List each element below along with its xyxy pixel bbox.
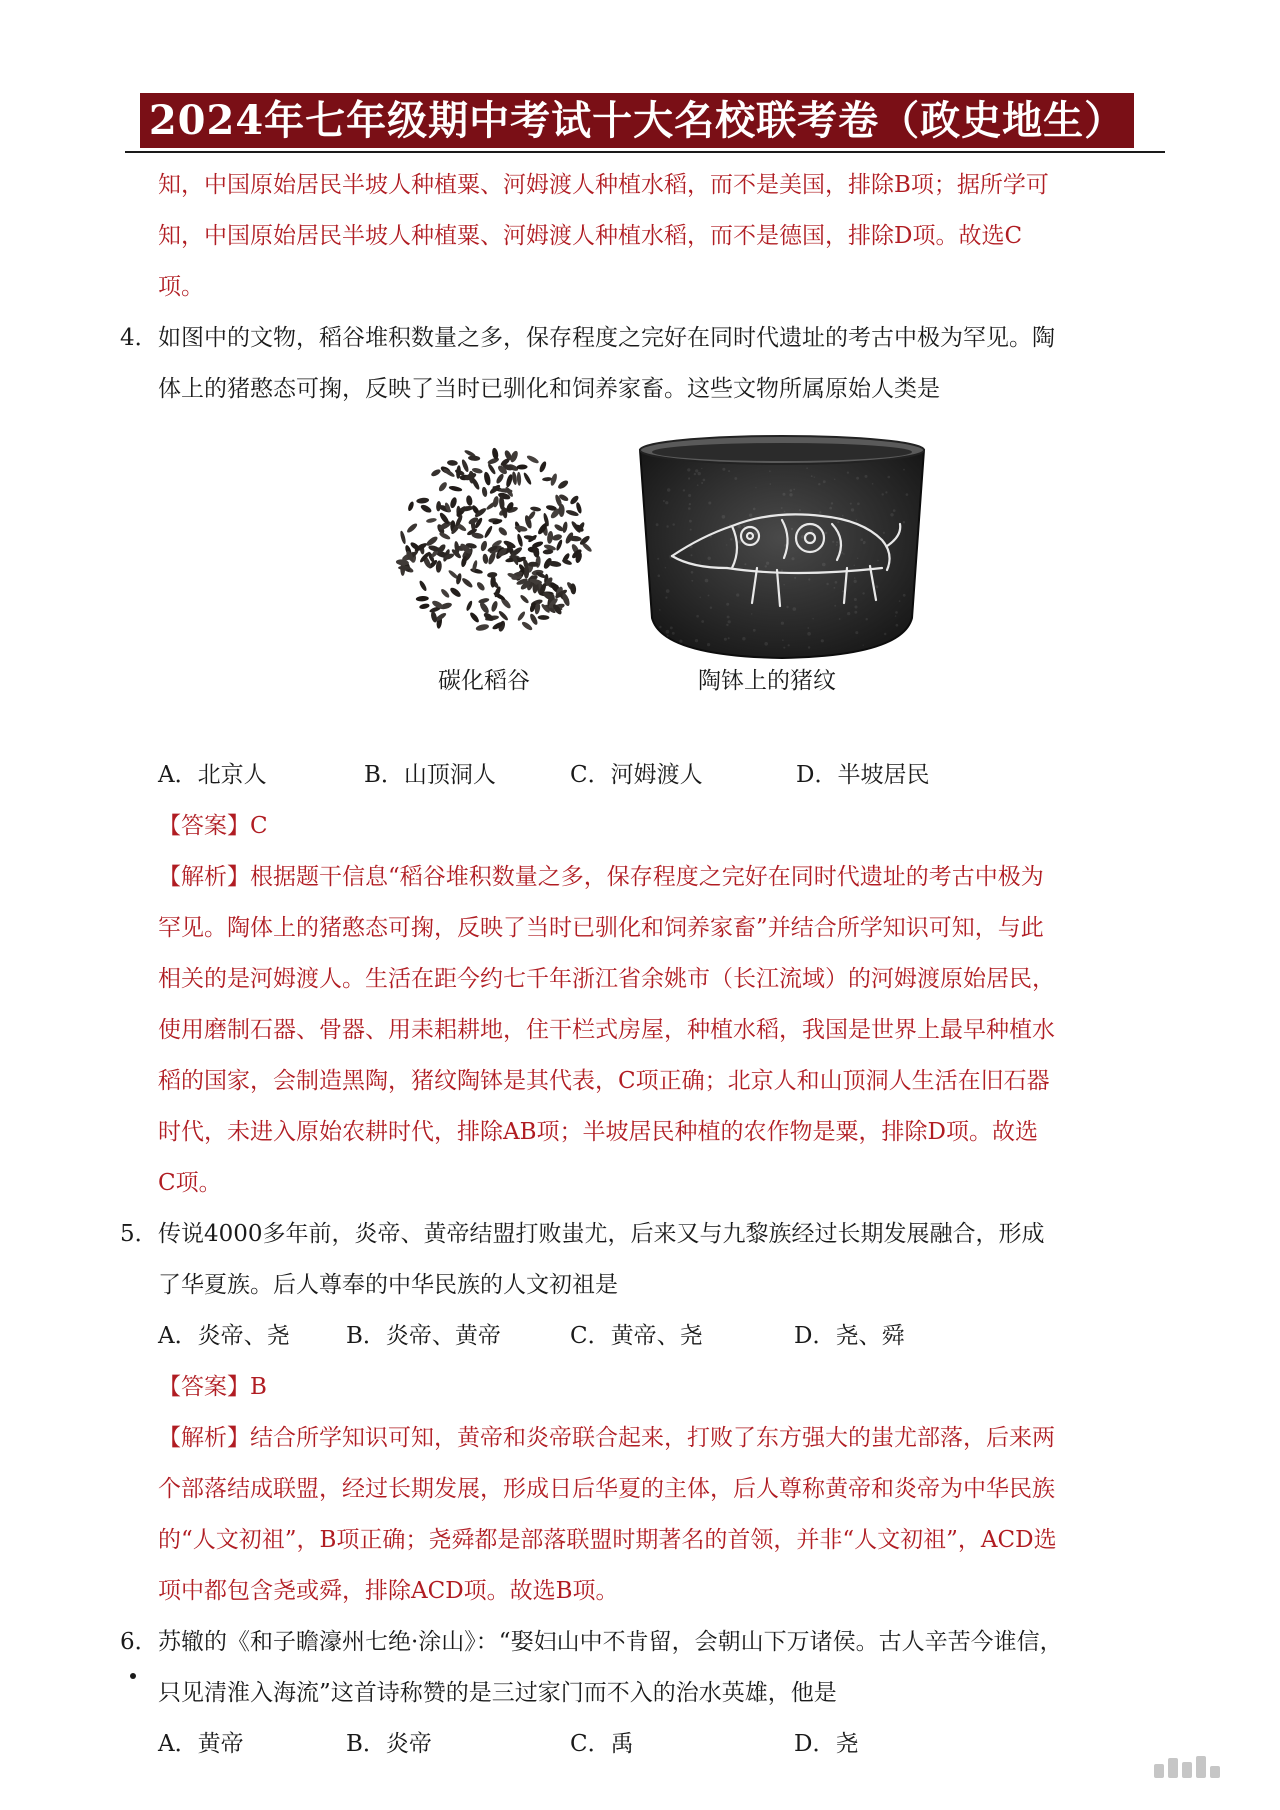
- analysis-text: 结合所学知识可知，黄帝和炎帝联合起来，打败了东方强大的蚩尤部落，后来两: [250, 1425, 1055, 1451]
- answer-line: [120, 801, 1160, 852]
- pottery-bowl-pig-image: [632, 428, 932, 660]
- figure-caption-rice: 碳化稻谷: [438, 668, 530, 694]
- analysis-text: 根据题干信息“稻谷堆积数量之多，保存程度之完好在同时代遗址的考古中极为: [250, 864, 1044, 890]
- question-stem-line: 如图中的文物，稻谷堆积数量之多，保存程度之完好在同时代遗址的考古中极为罕见。陶: [158, 325, 1055, 351]
- analysis-block: [120, 1413, 1160, 1617]
- analysis-line: 罕见。陶体上的猪憨态可掬，反映了当时已驯化和饲养家畜”并结合所学知识可知，与此: [158, 915, 1044, 941]
- prev-explanation-line: 知，中国原始居民半坡人种植粟、河姆渡人种植水稻，而不是德国，排除D项。故选C: [158, 223, 1023, 249]
- analysis-line: [158, 852, 1160, 903]
- option-b[interactable]: B．山顶洞人: [364, 762, 496, 788]
- question-stem-line: 传说4000多年前，炎帝、黄帝结盟打败蚩尤，后来又与九黎族经过长期发展融合，形成: [158, 1221, 1045, 1247]
- header-divider: [125, 151, 1165, 153]
- option-d[interactable]: D．尧、舜: [794, 1323, 905, 1349]
- exam-title-banner: 2024年七年级期中考试十大名校联考卷（政史地生）: [140, 93, 1134, 148]
- figure-caption-bowl: 陶钵上的猪纹: [698, 668, 836, 694]
- answer-label: 【答案】: [158, 813, 250, 839]
- answer-line: [120, 1362, 1160, 1413]
- answer-label: 【答案】: [158, 1374, 250, 1400]
- question-stem-line: 了华夏族。后人尊奉的中华民族的人文初祖是: [158, 1272, 618, 1298]
- question-6: [120, 1617, 1160, 1719]
- question-4-options: [120, 750, 1160, 801]
- analysis-line: 稻的国家，会制造黑陶，猪纹陶钵是其代表，C项正确；北京人和山顶洞人生活在旧石器: [158, 1068, 1050, 1094]
- bullet-dot: [130, 1673, 136, 1679]
- option-c[interactable]: C．禹: [570, 1731, 634, 1757]
- watermark-icon: [1154, 1756, 1220, 1778]
- prev-explanation-line: 知，中国原始居民半坡人种植粟、河姆渡人种植水稻，而不是美国，排除B项；据所学可: [158, 172, 1049, 198]
- carbonized-rice-image: [388, 440, 598, 650]
- analysis-line: 项中都包含尧或舜，排除ACD项。故选B项。: [158, 1578, 619, 1604]
- option-c[interactable]: C．河姆渡人: [570, 762, 703, 788]
- page-content: [120, 160, 1160, 1770]
- analysis-label: 【解析】: [158, 864, 250, 890]
- question-number: 6．: [120, 1629, 158, 1655]
- prev-explanation: [120, 160, 1160, 313]
- analysis-line: 时代，未进入原始农耕时代，排除AB项；半坡居民种植的农作物是粟，排除D项。故选: [158, 1119, 1038, 1145]
- question-4: [120, 313, 1160, 415]
- question-5: [120, 1209, 1160, 1311]
- artifact-figure: [120, 420, 1160, 750]
- option-a[interactable]: A．黄帝: [158, 1731, 244, 1757]
- answer-value: B: [250, 1374, 267, 1400]
- option-d[interactable]: D．尧: [794, 1731, 859, 1757]
- question-5-options: [120, 1311, 1160, 1362]
- analysis-line: 个部落结成联盟，经过长期发展，形成日后华夏的主体，后人尊称黄帝和炎帝为中华民族: [158, 1476, 1055, 1502]
- option-c[interactable]: C．黄帝、尧: [570, 1323, 703, 1349]
- analysis-line: [158, 1413, 1160, 1464]
- option-b[interactable]: B．炎帝: [346, 1731, 432, 1757]
- analysis-line: 的“人文初祖”，B项正确；尧舜都是部落联盟时期著名的首领，并非“人文初祖”，ACD选: [158, 1527, 1057, 1553]
- analysis-line: 相关的是河姆渡人。生活在距今约七千年浙江省余姚市（长江流域）的河姆渡原始居民，: [158, 966, 1055, 992]
- analysis-block: [120, 852, 1160, 1209]
- question-number: 4．: [120, 325, 158, 351]
- analysis-line: 使用磨制石器、骨器、用耒耜耕地，住干栏式房屋，种植水稻，我国是世界上最早种植水: [158, 1017, 1055, 1043]
- question-stem-line: 苏辙的《和子瞻濠州七绝·涂山》：“娶妇山中不肯留，会朝山下万诸侯。古人辛苦今谁信，: [158, 1629, 1063, 1655]
- question-stem-line: 只见清淮入海流”这首诗称赞的是三过家门而不入的治水英雄，他是: [158, 1680, 837, 1706]
- option-a[interactable]: A．炎帝、尧: [158, 1323, 290, 1349]
- option-b[interactable]: B．炎帝、黄帝: [346, 1323, 501, 1349]
- option-a[interactable]: A．北京人: [158, 762, 267, 788]
- analysis-line: C项。: [158, 1170, 222, 1196]
- option-d[interactable]: D．半坡居民: [796, 762, 930, 788]
- question-number: 5．: [120, 1221, 158, 1247]
- question-stem-line: 体上的猪憨态可掬，反映了当时已驯化和饲养家畜。这些文物所属原始人类是: [158, 376, 940, 402]
- prev-explanation-line: 项。: [158, 274, 204, 300]
- analysis-label: 【解析】: [158, 1425, 250, 1451]
- question-6-options: [120, 1719, 1160, 1770]
- answer-value: C: [250, 813, 268, 839]
